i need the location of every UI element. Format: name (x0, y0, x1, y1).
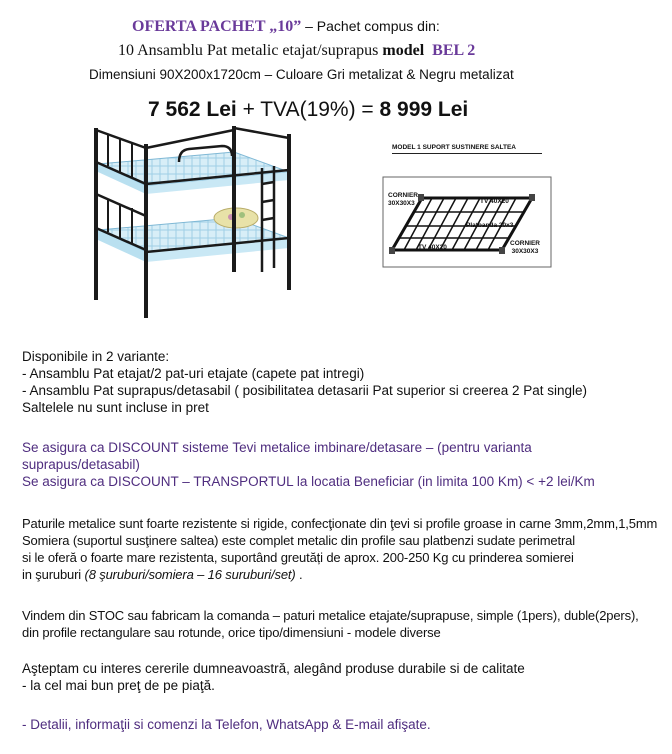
stock-line-1: Vindem din STOC sau fabricam la comanda – paturi metalice etajate/suprapuse, simple (1pers), duble(2pers), (22, 608, 639, 623)
diagram-underline (392, 153, 542, 154)
discount-section (22, 439, 595, 490)
diagram-model-label: MODEL 1 SUPORT SUSTINERE SALTEA (392, 144, 516, 151)
variants-intro: Disponibile in 2 variante: (22, 349, 170, 364)
assembly-description (118, 42, 475, 60)
closing-line-1: Aşteptam cu interes cererile dumneavoastră, alegând produse durabile si de calitate (22, 661, 525, 676)
offer-title-package: OFERTA PACHET „10” (132, 18, 302, 35)
diagram-tv-bottom: TV 40X20 (418, 244, 447, 251)
description-line-3: si le oferă o foarte mare rezistenta, suportând greutăți de aprox. 200-250 Kg cu prinderea somierei (22, 550, 574, 565)
model-word: model (382, 42, 425, 59)
discount-line-2: Se asigura ca DISCOUNT – TRANSPORTUL la locatia Beneficiar (in limita 100 Km) < +2 lei/Km (22, 474, 595, 489)
closing-line-2: - la cel mai bun preţ de pe piaţă. (22, 678, 215, 693)
model-code: BEL 2 (432, 42, 476, 59)
stock-section (22, 607, 639, 641)
mattress-note: Saltelele nu sunt incluse in pret (22, 400, 209, 415)
dimensions-line: Dimensiuni 90X200x1720cm – Culoare Gri metalizat & Negru metalizat (89, 67, 514, 82)
variants-section (22, 348, 587, 416)
contact-line: - Detalii, informaţii si comenzi la Telefon, WhatsApp & E-mail afişate. (22, 717, 431, 732)
variant-item-2: - Ansamblu Pat suprapus/detasabil ( posibilitatea detasarii Pat superior si creerea 2 Pat single) (22, 383, 588, 398)
price-total: 8 999 Lei (379, 98, 469, 121)
bunk-bed-image (84, 122, 309, 340)
price-line (148, 98, 468, 122)
closing-section (22, 660, 525, 694)
price-vat: + TVA(19%) = (236, 98, 380, 121)
offer-title (132, 18, 440, 36)
stock-line-2: din profile rectangulare sau rotunde, orice tipo/dimensiuni - modele diverse (22, 625, 441, 640)
discount-line-1b: suprapus/detasabil) (22, 457, 140, 472)
assembly-text: 10 Ansamblu Pat metalic etajat/suprapus (118, 42, 383, 59)
mattress-support-diagram (382, 144, 560, 270)
screws-note: (8 şuruburi/somiera – 16 suruburi/set) (84, 567, 296, 582)
description-line-1: Paturile metalice sunt foarte rezistente si rigide, confecţionate din ţevi si profile groase in carne 3mm,2mm,1,5mm (22, 516, 658, 531)
variant-item-1: - Ansamblu Pat etajat/2 pat-uri etajate (capete pat intregi) (22, 366, 365, 381)
diagram-cornier-top: CORNIER 30X30X3 (388, 192, 418, 207)
description-section (22, 515, 657, 583)
discount-line-1a: Se asigura ca DISCOUNT sisteme Tevi metalice imbinare/detasare – (pentru varianta (22, 440, 532, 455)
description-line-2: Somiera (suportul susţinere saltea) este complet metalic din profile sau platbenzi sudate perimetral (22, 533, 575, 548)
diagram-tv-top: TV 40X20 (480, 198, 509, 205)
diagram-platbanda: Platbanda 20x3 (466, 222, 514, 229)
diagram-cornier-bottom: CORNIER 30X30X3 (510, 240, 540, 255)
offer-title-suffix: – Pachet compus din: (301, 18, 440, 34)
description-line-4: in şuruburi (8 şuruburi/somiera – 16 suruburi/set) . (22, 567, 303, 582)
price-net: 7 562 Lei (148, 98, 237, 121)
